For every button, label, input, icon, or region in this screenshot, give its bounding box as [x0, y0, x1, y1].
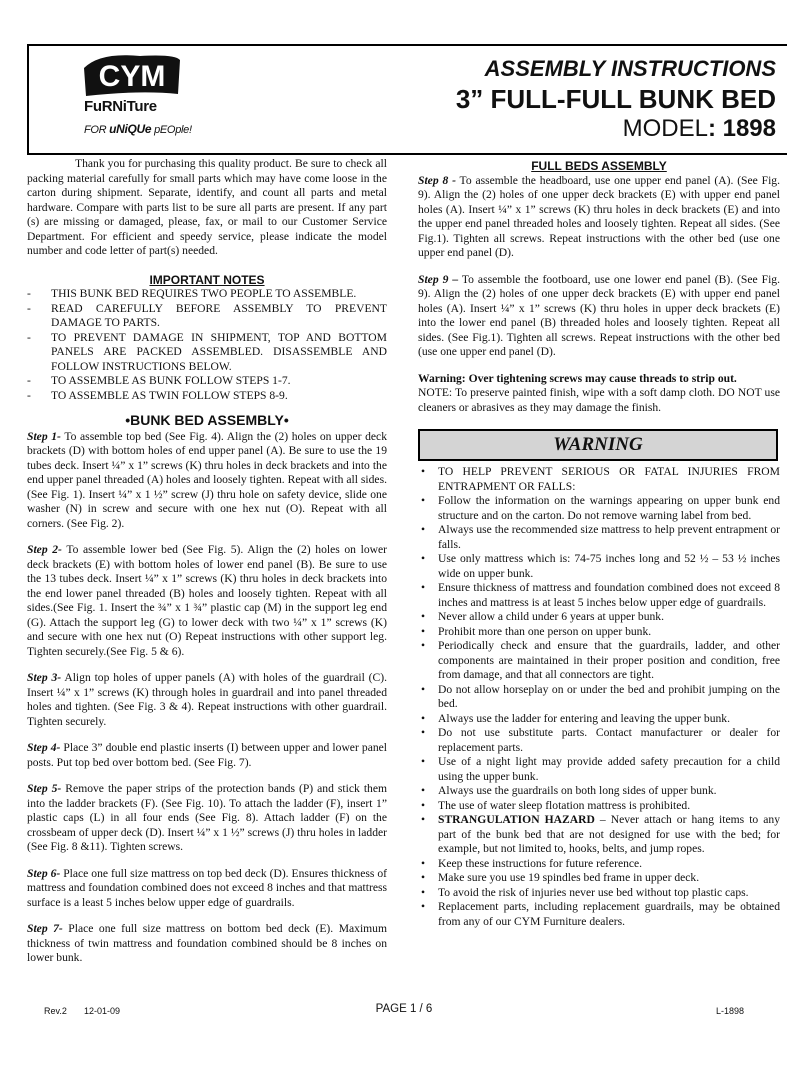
- list-item: • Replacement parts, including replacement guardrails, may be obtained from any of our CYM Furniture dealers.: [418, 900, 780, 929]
- list-item: • Use only mattress which is: 74-75 inches long and 52 ½ – 53 ½ inches wide on upper bunk.: [418, 552, 780, 581]
- step-6: Step 6- Place one full size mattress on top bed deck (D). Ensures thickness of mattress and foundation combined does not exceed 8 inches and that mattress surface is a least 5 inches below upper edge of guardrails.: [27, 866, 388, 909]
- logo-tagline: FOR uNiQUe pEOple!: [84, 122, 192, 136]
- left-column: [27, 157, 387, 966]
- list-item: • Never allow a child under 6 years at upper bunk.: [418, 610, 780, 625]
- list-item: - READ CAREFULLY BEFORE ASSEMBLY TO PREVENT DAMAGE TO PARTS.: [27, 302, 387, 331]
- list-item: • Make sure you use 19 spindles bed frame in upper deck.: [418, 871, 780, 886]
- logo-furniture: FuRNiTure: [84, 98, 157, 115]
- important-notes-heading: IMPORTANT NOTES: [149, 272, 265, 287]
- step-1: Step 1- To assemble top bed (See Fig. 4). Align the (2) holes on upper deck brackets (D) with bottom holes of end upper panel (A). Be sure to use the 19 tubes deck. Insert ¼” x 1” screws (K) thru holes in deck brackets and into the end upper panel threaded (A) holes and loosely tighten. Repeat with all sides. (See Fig. 1). Insert ¼” x 1 ½” screw (J) thru hole on safety device, slide one washer (N) in screw and secure with one hex nut (O). Repeat with all corners. (See Fig. 2).: [27, 429, 387, 530]
- finish-note: NOTE: To preserve painted finish, wipe with a soft damp cloth. DO NOT use cleaners or abrasives as they may damage the finish.: [418, 386, 780, 414]
- list-item: • TO HELP PREVENT SERIOUS OR FATAL INJURIES FROM ENTRAPMENT OR FALLS:: [418, 465, 780, 494]
- warning-list: [418, 465, 780, 929]
- footer-date: 12-01-09: [84, 1006, 121, 1016]
- step-7: Step 7- Place one full size mattress on bottom bed deck (E). Maximum thickness of twin mattress and foundation combined should be 8 inches on lower bunk.: [27, 922, 387, 964]
- list-item: - THIS BUNK BED REQUIRES TWO PEOPLE TO ASSEMBLE.: [27, 287, 387, 302]
- page-number: PAGE 1 / 6: [375, 1003, 433, 1015]
- product-subtitle: 3” FULL-FULL BUNK BED: [455, 84, 776, 114]
- intro-paragraph: Thank you for purchasing this quality product. Be sure to check all packing material carefully for small parts which may have come loose in the carton during shipment. Separate, identify, and count all parts and metal hardware. Compare with parts list to be sure all parts are present. If any part (s) are missing or damaged, please, fax, or mail to our Customer Service Department. For efficient and speedy service, please indicate the model number and code letter of part(s) needed.: [27, 157, 387, 257]
- list-item: - TO PREVENT DAMAGE IN SHIPMENT, TOP AND BOTTOM PANELS ARE PACKED ASSEMBLED. DISASSEMBLE AND FOLLOW INSTRUCTIONS BELOW.: [27, 331, 387, 375]
- list-item: • Always use the recommended size mattress to help prevent entrapment or falls.: [418, 523, 780, 552]
- list-item: • Periodically check and ensure that the guardrails, ladder, and other components are maintained in their proper position and condition, free from damage, and that all connectors are tight.: [418, 639, 780, 683]
- tightening-warning: Warning: Over tightening screws may cause threads to strip out.: [418, 371, 737, 385]
- list-item: • Ensure thickness of mattress and foundation combined does not exceed 8 inches and mattress is at least 5 inches below upper edge of guardrails.: [418, 581, 780, 610]
- list-item: • Prohibit more than one person on upper bunk.: [418, 625, 780, 640]
- warning-title: WARNING: [418, 429, 778, 461]
- step-8: Step 8 - To assemble the headboard, use one upper end panel (A). (See Fig. 9). Align the (2) holes of one upper deck brackets (E) with upper end panel holes (A). Insert ¼” x 1” screws (K) thru holes in deck brackets (E) and into the upper end panel threaded holes and loosely tighten. Repeat all sides. (See Fig.1). Tighten all screws. Repeat instructions with the other bed (use one upper end panel (D).: [418, 173, 780, 259]
- full-beds-heading: FULL BEDS ASSEMBLY: [531, 159, 667, 173]
- list-item: • Do not allow horseplay on or under the bed and prohibit jumping on the bed.: [418, 683, 780, 712]
- bunk-assembly-heading: •BUNK BED ASSEMBLY•: [125, 412, 289, 428]
- model-line: MODEL: 1898: [622, 115, 776, 142]
- important-notes-list: [27, 287, 387, 403]
- step-4: Step 4- Place 3” double end plastic inserts (I) between upper and lower panel posts. Put top bed over bottom bed. (See Fig. 7).: [27, 741, 388, 769]
- page-title: ASSEMBLY INSTRUCTIONS: [484, 56, 776, 81]
- list-item: • To avoid the risk of injuries never use bed without top plastic caps.: [418, 886, 780, 901]
- step-5: Step 5- Remove the paper strips of the protection bands (P) and stick them into the ladder brackets (F). (See Fig. 10). To attach the ladder (F), insert 1” plastic caps (L) in all four ends (See Fig. 8). Attach ladder (F) on the crossbeam of upper deck (D). Insert ¼” x 1 ½” screws (J) thru holes in ladder (See Fig. 8 &11). Tighten screws.: [27, 782, 388, 853]
- list-item: - TO ASSEMBLE AS BUNK FOLLOW STEPS 1-7.: [27, 374, 387, 389]
- step-9: Step 9 – To assemble the footboard, use one lower end panel (B). (See Fig. 9). Align the (2) holes of one upper deck brackets (E) with upper end panel holes (A). Insert ¼” x 1” screws (K) thru holes in upper deck brackets (E) into the lower end panel (B) threaded holes and loosely tighten. Repeat all sides. (See Fig.1). Tighten all screws. Repeat instructions with the other bed (use one upper end panel (D).: [418, 272, 780, 358]
- list-item: • Always use the ladder for entering and leaving the upper bunk.: [418, 712, 780, 727]
- list-item: • Keep these instructions for future reference.: [418, 857, 780, 872]
- right-column: [418, 159, 780, 929]
- logo-text: CYM: [98, 60, 166, 93]
- list-item: • Use of a night light may provide added safety precaution for a child using the upper bunk.: [418, 755, 780, 784]
- list-item: • STRANGULATION HAZARD – Never attach or hang items to any part of the bunk bed that are not designed for use with the bed; for example, but not limited to, hooks, belts, and jump ropes.: [418, 813, 780, 857]
- list-item: • Do not use substitute parts. Contact manufacturer or dealer for replacement parts.: [418, 726, 780, 755]
- step-3: Step 3- Align top holes of upper panels (A) with holes of the guardrail (C). Insert ¼” x 1” screws (K) through holes in guardrail and into panel threaded holes and tighten. (See Fig. 3 & 4). Repeat instructions with other guardrail. Tighten securely.: [27, 671, 388, 728]
- step-2: Step 2- To assemble lower bed (See Fig. 5). Align the (2) holes on lower deck brackets (E) with bottom holes of lower end panel (B). Be sure to use the 13 tubes deck. Insert ¼” x 1” screws (K) thru holes in deck brackets into the end lower panel threaded (B) holes and loosely tighten. Repeat with all sides.(See Fig. 1. Insert the ¾” x 1 ¾” plastic cap (M) in the support leg end (G). Attach the support leg (G) to lower deck with two ¼” x 1” screws (K) and secure with one hex nut (O) Repeat instructions with other support leg. Tighten securely.(See Fig. 5 & 6).: [27, 543, 388, 658]
- list-item: • Follow the information on the warnings appearing on upper bunk end structure and on the carton. Do not remove warning label from bed.: [418, 494, 780, 523]
- footer-revision: Rev.2: [44, 1006, 67, 1016]
- footer-code: L-1898: [716, 1006, 745, 1016]
- list-item: • The use of water sleep flotation mattress is prohibited.: [418, 799, 780, 814]
- list-item: • Always use the guardrails on both long sides of upper bunk.: [418, 784, 780, 799]
- list-item: - TO ASSEMBLE AS TWIN FOLLOW STEPS 8-9.: [27, 389, 387, 404]
